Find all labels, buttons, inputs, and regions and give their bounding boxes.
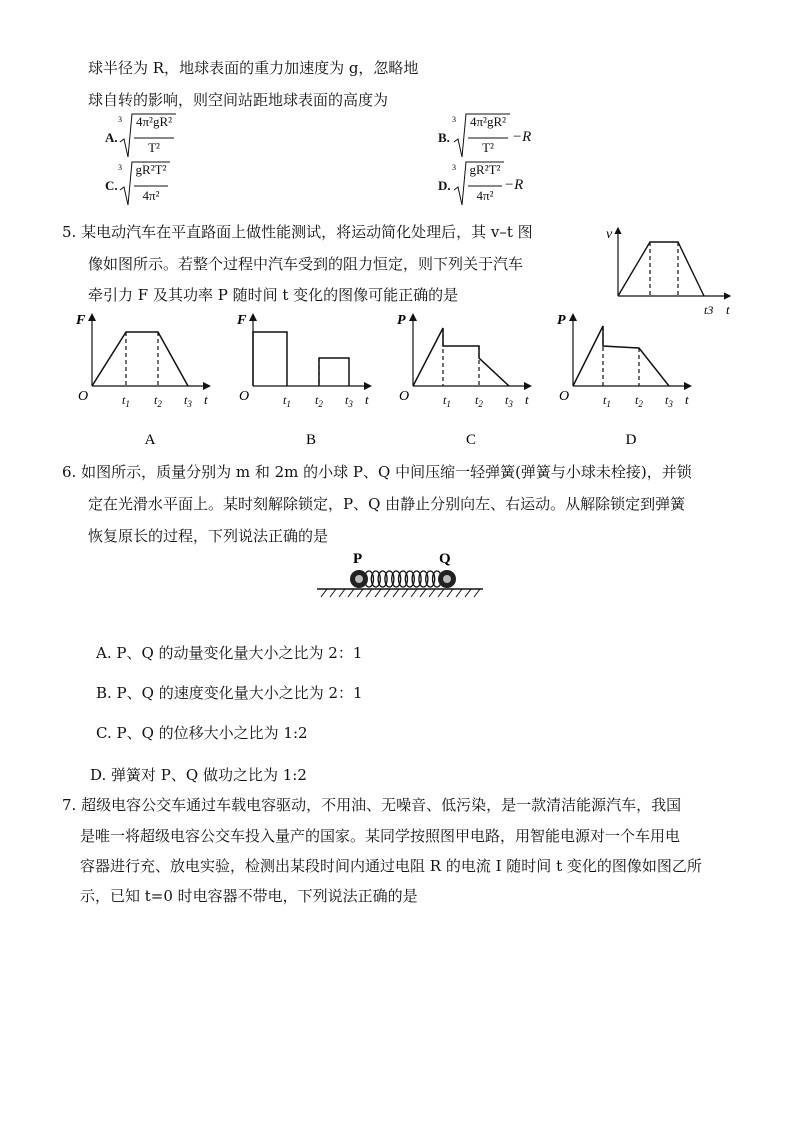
origin-label: O xyxy=(399,389,410,404)
q5-line2: 像如图所示。若整个过程中汽车受到的阻力恒定，则下列关于汽车 xyxy=(88,255,524,273)
q6-option-d[interactable]: D. 弹簧对 P、Q 做功之比为 1:2 xyxy=(90,766,307,784)
option-denominator: 4π² xyxy=(476,188,494,203)
q4-line1: 球半径为 R，地球表面的重力加速度为 g，忽略地 xyxy=(88,59,419,77)
t-axis-label: t xyxy=(204,392,208,407)
hatch-line xyxy=(447,589,453,597)
tick-label-t1: $t_1$ xyxy=(443,393,451,409)
y-axis-arrow xyxy=(88,313,96,321)
hatch-line xyxy=(420,589,426,597)
option-label: C xyxy=(465,432,477,448)
q5-line1: 5. 某电动汽车在平直路面上做性能测试，将运动简化处理后，其 v–t 图 xyxy=(62,223,533,241)
x-axis-arrow xyxy=(364,382,372,390)
root-index: 3 xyxy=(452,115,456,124)
tick-label-t1: $t_1$ xyxy=(603,393,611,409)
ball-q-label: Q xyxy=(439,551,451,567)
hatch-line xyxy=(438,589,444,597)
tick-label-t2: $t_2$ xyxy=(154,393,162,409)
origin-label: O xyxy=(78,389,89,404)
spring xyxy=(365,571,442,587)
q6-option-c[interactable]: C. P、Q 的位移大小之比为 1:2 xyxy=(96,724,308,742)
tick-label-t3: $t_3$ xyxy=(345,393,353,409)
option-denominator: T² xyxy=(482,140,494,155)
y-axis-label: F xyxy=(76,313,86,328)
vt-t3-label: t3 xyxy=(704,303,714,317)
graph-curve xyxy=(413,328,509,386)
origin-label: O xyxy=(239,389,250,404)
tick-label-t3: $t_3$ xyxy=(665,393,673,409)
graph-curve xyxy=(319,358,349,386)
tick-label-t2: $t_2$ xyxy=(475,393,483,409)
option-graph-d[interactable] xyxy=(553,310,703,450)
hatch-line xyxy=(384,589,390,597)
q5-line3: 牵引力 F 及其功率 P 随时间 t 变化的图像可能正确的是 xyxy=(88,286,459,304)
root-index: 3 xyxy=(118,163,122,172)
q7-line3: 容器进行充、放电实验，检测出某段时间内通过电阻 R 的电流 I 随时间 t 变化的图像如图乙所 xyxy=(80,857,702,875)
option-label: B xyxy=(305,432,317,448)
q6-option-a[interactable]: A. P、Q 的动量变化量大小之比为 2：1 xyxy=(96,644,363,662)
option-numerator: gR²T² xyxy=(135,162,167,177)
q6-line2: 定在光滑水平面上。某时刻解除锁定，P、Q 由静止分别向左、右运动。从解除锁定到弹簧 xyxy=(88,495,686,513)
option-numerator: 4π²gR² xyxy=(135,114,173,129)
option-denominator: 4π² xyxy=(142,188,160,203)
option-letter: A. xyxy=(105,130,118,145)
y-axis-label: P xyxy=(397,313,406,328)
q4-line2: 球自转的影响，则空间站距地球表面的高度为 xyxy=(88,91,389,109)
root-index: 3 xyxy=(118,115,122,124)
q6-line1: 6. 如图所示，质量分别为 m 和 2m 的小球 P、Q 中间压缩一轻弹簧(弹簧与小球未栓接)，并锁 xyxy=(62,463,692,481)
root-index: 3 xyxy=(452,163,456,172)
option-denominator: T² xyxy=(148,140,160,155)
q7-line4: 示，已知 t=0 时电容器不带电，下列说法正确的是 xyxy=(80,887,418,905)
q6-option-b[interactable]: B. P、Q 的速度变化量大小之比为 2：1 xyxy=(96,684,363,702)
hatch-line xyxy=(348,589,354,597)
hatch-line xyxy=(474,589,480,597)
y-axis-arrow xyxy=(249,313,257,321)
hatch-line xyxy=(321,589,327,597)
hatch-line xyxy=(357,589,363,597)
option-suffix: −R xyxy=(512,129,532,145)
tick-label-t2: $t_2$ xyxy=(315,393,323,409)
vt-x-label: t xyxy=(726,302,730,317)
hatch-line xyxy=(429,589,435,597)
option-numerator: 4π²gR² xyxy=(469,114,507,129)
hatch-line xyxy=(366,589,372,597)
tick-label-t3: $t_3$ xyxy=(184,393,192,409)
graph-curve xyxy=(92,332,188,386)
tick-label-t2: $t_2$ xyxy=(635,393,643,409)
q6-line3: 恢复原长的过程，下列说法正确的是 xyxy=(88,527,329,545)
ball-p-label: P xyxy=(353,551,363,567)
q7-line2: 是唯一将超级电容公交车投入量产的国家。某同学按照图甲电路，用智能电源对一个车用电 xyxy=(80,827,681,845)
hatch-line xyxy=(456,589,462,597)
hatch-line xyxy=(411,589,417,597)
option-letter: B. xyxy=(438,130,450,145)
tick-label-t3: $t_3$ xyxy=(505,393,513,409)
hatch-line xyxy=(402,589,408,597)
tick-label-t1: $t_1$ xyxy=(122,393,130,409)
vt-graph xyxy=(600,222,750,322)
spring-ball-figure xyxy=(315,545,485,605)
y-axis-arrow xyxy=(409,313,417,321)
tick-label-t1: $t_1$ xyxy=(283,393,291,409)
ground-hatch xyxy=(321,589,480,597)
hatch-line xyxy=(465,589,471,597)
t-axis-label: t xyxy=(365,392,369,407)
option-numerator: gR²T² xyxy=(469,162,501,177)
option-graph-c[interactable] xyxy=(393,310,543,450)
option-suffix: −R xyxy=(504,177,524,193)
y-axis-arrow xyxy=(569,313,577,321)
hatch-line xyxy=(393,589,399,597)
y-axis-label: P xyxy=(557,313,566,328)
x-axis-arrow xyxy=(203,382,211,390)
origin-label: O xyxy=(559,389,570,404)
hatch-line xyxy=(339,589,345,597)
t-axis-label: t xyxy=(525,392,529,407)
hatch-line xyxy=(375,589,381,597)
option-label: A xyxy=(144,432,156,448)
y-axis-label: F xyxy=(237,313,247,328)
graph-curve xyxy=(253,332,287,386)
option-letter: C. xyxy=(105,178,118,193)
x-axis-arrow xyxy=(524,382,532,390)
hatch-line xyxy=(330,589,336,597)
option-graph-a[interactable] xyxy=(72,310,222,450)
option-letter: D. xyxy=(438,178,451,193)
option-graph-b[interactable] xyxy=(233,310,383,450)
vt-y-label: v xyxy=(606,227,613,242)
graph-curve xyxy=(573,326,669,386)
option-label: D xyxy=(625,432,637,448)
t-axis-label: t xyxy=(685,392,689,407)
x-axis-arrow xyxy=(684,382,692,390)
q7-line1: 7. 超级电容公交车通过车载电容驱动，不用油、无噪音、低污染，是一款清洁能源汽车，我国 xyxy=(62,796,682,814)
